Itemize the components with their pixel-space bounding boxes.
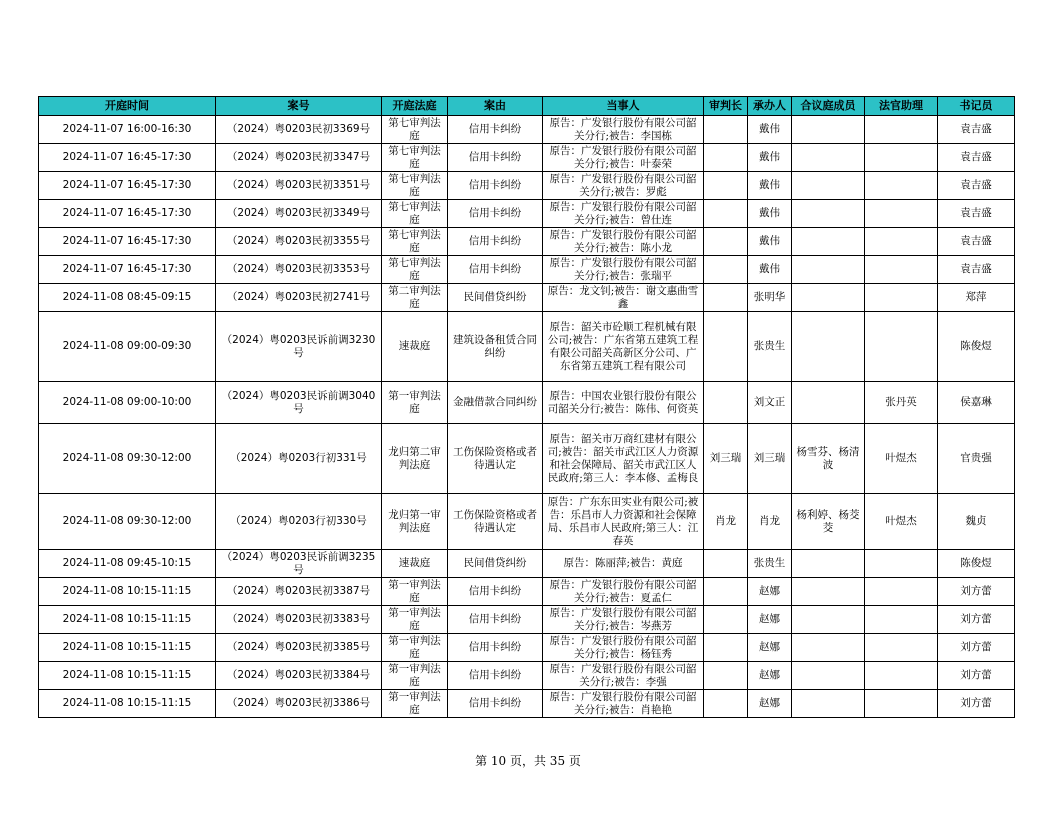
clerk-cell: 刘方蕾	[938, 606, 1015, 634]
presiding-judge-cell	[704, 578, 748, 606]
handler-cell: 赵娜	[748, 606, 792, 634]
presiding-judge-cell	[704, 256, 748, 284]
col-header-cause: 案由	[448, 97, 543, 116]
hearing-schedule-table	[38, 96, 1015, 718]
presiding-judge-cell	[704, 312, 748, 382]
handler-cell: 张贵生	[748, 312, 792, 382]
judge-assistant-cell	[865, 284, 938, 312]
parties-cell: 原告：广发银行股份有限公司韶关分行;被告：杨钰秀	[543, 634, 704, 662]
panel-members-cell	[792, 550, 865, 578]
cause-cell: 信用卡纠纷	[448, 116, 543, 144]
judge-assistant-cell	[865, 144, 938, 172]
presiding-judge-cell	[704, 284, 748, 312]
cause-cell: 信用卡纠纷	[448, 606, 543, 634]
col-header-case-number: 案号	[216, 97, 382, 116]
hearing-time-cell: 2024-11-07 16:00-16:30	[39, 116, 216, 144]
parties-cell: 原告：广发银行股份有限公司韶关分行;被告：肖艳艳	[543, 690, 704, 718]
presiding-judge-cell: 刘三瑞	[704, 424, 748, 494]
clerk-cell: 袁吉盛	[938, 172, 1015, 200]
case-number-cell: （2024）粤0203民初3355号	[216, 228, 382, 256]
clerk-cell: 魏贞	[938, 494, 1015, 550]
hearing-time-cell: 2024-11-08 09:00-09:30	[39, 312, 216, 382]
judge-assistant-cell	[865, 606, 938, 634]
col-header-presiding-judge: 审判长	[704, 97, 748, 116]
panel-members-cell	[792, 690, 865, 718]
judge-assistant-cell: 张丹英	[865, 382, 938, 424]
parties-cell: 原告：广发银行股份有限公司韶关分行;被告：夏孟仁	[543, 578, 704, 606]
hearing-time-cell: 2024-11-07 16:45-17:30	[39, 256, 216, 284]
cause-cell: 金融借款合同纠纷	[448, 382, 543, 424]
table-row	[39, 256, 1015, 284]
judge-assistant-cell	[865, 662, 938, 690]
table-row	[39, 144, 1015, 172]
parties-cell: 原告：广东东田实业有限公司;被告：乐昌市人力资源和社会保障局、乐昌市人民政府;第三人：江春英	[543, 494, 704, 550]
case-number-cell: （2024）粤0203民诉前调3230号	[216, 312, 382, 382]
panel-members-cell	[792, 256, 865, 284]
cause-cell: 信用卡纠纷	[448, 172, 543, 200]
case-number-cell: （2024）粤0203民初3384号	[216, 662, 382, 690]
handler-cell: 戴伟	[748, 228, 792, 256]
table-row	[39, 382, 1015, 424]
hearing-time-cell: 2024-11-08 10:15-11:15	[39, 606, 216, 634]
handler-cell: 戴伟	[748, 256, 792, 284]
handler-cell: 赵娜	[748, 662, 792, 690]
courtroom-cell: 龙归第一审判法庭	[382, 494, 448, 550]
cause-cell: 信用卡纠纷	[448, 662, 543, 690]
hearing-time-cell: 2024-11-08 10:15-11:15	[39, 690, 216, 718]
handler-cell: 戴伟	[748, 200, 792, 228]
col-header-parties: 当事人	[543, 97, 704, 116]
col-header-panel: 合议庭成员	[792, 97, 865, 116]
parties-cell: 原告：广发银行股份有限公司韶关分行;被告：曾仕连	[543, 200, 704, 228]
hearing-time-cell: 2024-11-08 10:15-11:15	[39, 634, 216, 662]
case-number-cell: （2024）粤0203民初3347号	[216, 144, 382, 172]
judge-assistant-cell	[865, 172, 938, 200]
col-header-courtroom: 开庭法庭	[382, 97, 448, 116]
parties-cell: 原告：广发银行股份有限公司韶关分行;被告：陈小龙	[543, 228, 704, 256]
courtroom-cell: 第七审判法庭	[382, 200, 448, 228]
table-row	[39, 550, 1015, 578]
clerk-cell: 郑萍	[938, 284, 1015, 312]
courtroom-cell: 第一审判法庭	[382, 578, 448, 606]
handler-cell: 刘三瑞	[748, 424, 792, 494]
handler-cell: 赵娜	[748, 634, 792, 662]
panel-members-cell	[792, 634, 865, 662]
hearing-time-cell: 2024-11-08 09:45-10:15	[39, 550, 216, 578]
panel-members-cell: 杨雪芬、杨清波	[792, 424, 865, 494]
parties-cell: 原告：龙文钊;被告：谢文惠曲雪鑫	[543, 284, 704, 312]
parties-cell: 原告：广发银行股份有限公司韶关分行;被告：张瑞平	[543, 256, 704, 284]
courtroom-cell: 第一审判法庭	[382, 606, 448, 634]
table-row	[39, 690, 1015, 718]
hearing-time-cell: 2024-11-08 09:00-10:00	[39, 382, 216, 424]
courtroom-cell: 第七审判法庭	[382, 172, 448, 200]
courtroom-cell: 速裁庭	[382, 550, 448, 578]
table-row	[39, 172, 1015, 200]
judge-assistant-cell: 叶煜杰	[865, 424, 938, 494]
judge-assistant-cell	[865, 634, 938, 662]
panel-members-cell	[792, 312, 865, 382]
cause-cell: 民间借贷纠纷	[448, 284, 543, 312]
case-number-cell: （2024）粤0203民诉前调3040号	[216, 382, 382, 424]
parties-cell: 原告：广发银行股份有限公司韶关分行;被告：李国栋	[543, 116, 704, 144]
parties-cell: 原告：中国农业银行股份有限公司韶关分行;被告：陈伟、何资英	[543, 382, 704, 424]
hearing-time-cell: 2024-11-07 16:45-17:30	[39, 200, 216, 228]
col-header-assistant: 法官助理	[865, 97, 938, 116]
case-number-cell: （2024）粤0203民初3383号	[216, 606, 382, 634]
header-row	[39, 97, 1015, 116]
panel-members-cell	[792, 382, 865, 424]
handler-cell: 肖龙	[748, 494, 792, 550]
cause-cell: 信用卡纠纷	[448, 200, 543, 228]
clerk-cell: 袁吉盛	[938, 144, 1015, 172]
hearing-time-cell: 2024-11-08 09:30-12:00	[39, 424, 216, 494]
handler-cell: 张贵生	[748, 550, 792, 578]
parties-cell: 原告：韶关市万商红建材有限公司;被告：韶关市武江区人力资源和社会保障局、韶关市武江区人民政府;第三人：李本修、孟梅良	[543, 424, 704, 494]
courtroom-cell: 速裁庭	[382, 312, 448, 382]
cause-cell: 建筑设备租赁合同纠纷	[448, 312, 543, 382]
presiding-judge-cell	[704, 550, 748, 578]
hearing-time-cell: 2024-11-08 08:45-09:15	[39, 284, 216, 312]
table-row	[39, 634, 1015, 662]
table-row	[39, 578, 1015, 606]
hearing-time-cell: 2024-11-07 16:45-17:30	[39, 144, 216, 172]
parties-cell: 原告：陈丽萍;被告：黄庭	[543, 550, 704, 578]
clerk-cell: 刘方蕾	[938, 690, 1015, 718]
table-row	[39, 228, 1015, 256]
clerk-cell: 袁吉盛	[938, 228, 1015, 256]
clerk-cell: 刘方蕾	[938, 634, 1015, 662]
handler-cell: 赵娜	[748, 578, 792, 606]
table-row	[39, 116, 1015, 144]
handler-cell: 张明华	[748, 284, 792, 312]
clerk-cell: 陈俊煜	[938, 312, 1015, 382]
case-number-cell: （2024）粤0203民初3386号	[216, 690, 382, 718]
panel-members-cell	[792, 200, 865, 228]
judge-assistant-cell: 叶煜杰	[865, 494, 938, 550]
courtroom-cell: 第一审判法庭	[382, 634, 448, 662]
hearing-time-cell: 2024-11-08 10:15-11:15	[39, 578, 216, 606]
col-header-handler: 承办人	[748, 97, 792, 116]
courtroom-cell: 龙归第二审判法庭	[382, 424, 448, 494]
judge-assistant-cell	[865, 200, 938, 228]
handler-cell: 戴伟	[748, 172, 792, 200]
case-number-cell: （2024）粤0203民诉前调3235号	[216, 550, 382, 578]
presiding-judge-cell: 肖龙	[704, 494, 748, 550]
table-row	[39, 284, 1015, 312]
cause-cell: 信用卡纠纷	[448, 228, 543, 256]
clerk-cell: 侯嘉琳	[938, 382, 1015, 424]
cause-cell: 信用卡纠纷	[448, 634, 543, 662]
parties-cell: 原告：广发银行股份有限公司韶关分行;被告：李强	[543, 662, 704, 690]
table-row	[39, 312, 1015, 382]
panel-members-cell	[792, 116, 865, 144]
hearing-time-cell: 2024-11-08 10:15-11:15	[39, 662, 216, 690]
hearing-time-cell: 2024-11-08 09:30-12:00	[39, 494, 216, 550]
courtroom-cell: 第一审判法庭	[382, 382, 448, 424]
judge-assistant-cell	[865, 116, 938, 144]
page-number: 第 10 页，共 35 页	[475, 754, 581, 768]
clerk-cell: 刘方蕾	[938, 578, 1015, 606]
table-row	[39, 662, 1015, 690]
case-number-cell: （2024）粤0203行初331号	[216, 424, 382, 494]
cause-cell: 工伤保险资格或者待遇认定	[448, 494, 543, 550]
hearing-time-cell: 2024-11-07 16:45-17:30	[39, 172, 216, 200]
handler-cell: 戴伟	[748, 144, 792, 172]
table-row	[39, 606, 1015, 634]
case-number-cell: （2024）粤0203民初3349号	[216, 200, 382, 228]
clerk-cell: 刘方蕾	[938, 662, 1015, 690]
handler-cell: 戴伟	[748, 116, 792, 144]
panel-members-cell	[792, 606, 865, 634]
parties-cell: 原告：广发银行股份有限公司韶关分行;被告：罗彪	[543, 172, 704, 200]
presiding-judge-cell	[704, 144, 748, 172]
clerk-cell: 陈俊煜	[938, 550, 1015, 578]
presiding-judge-cell	[704, 690, 748, 718]
case-number-cell: （2024）粤0203民初3385号	[216, 634, 382, 662]
courtroom-cell: 第一审判法庭	[382, 690, 448, 718]
parties-cell: 原告：韶关市砼顺工程机械有限公司;被告：广东省第五建筑工程有限公司韶关高新区分公司、广东省第五建筑工程有限公司	[543, 312, 704, 382]
courtroom-cell: 第七审判法庭	[382, 144, 448, 172]
case-number-cell: （2024）粤0203民初2741号	[216, 284, 382, 312]
courtroom-cell: 第七审判法庭	[382, 256, 448, 284]
clerk-cell: 袁吉盛	[938, 256, 1015, 284]
presiding-judge-cell	[704, 228, 748, 256]
panel-members-cell	[792, 662, 865, 690]
table-row	[39, 200, 1015, 228]
courtroom-cell: 第七审判法庭	[382, 116, 448, 144]
case-number-cell: （2024）粤0203民初3353号	[216, 256, 382, 284]
judge-assistant-cell	[865, 690, 938, 718]
hearing-time-cell: 2024-11-07 16:45-17:30	[39, 228, 216, 256]
presiding-judge-cell	[704, 172, 748, 200]
panel-members-cell	[792, 578, 865, 606]
panel-members-cell	[792, 172, 865, 200]
cause-cell: 工伤保险资格或者待遇认定	[448, 424, 543, 494]
table-row	[39, 424, 1015, 494]
parties-cell: 原告：广发银行股份有限公司韶关分行;被告：叶泰荣	[543, 144, 704, 172]
judge-assistant-cell	[865, 228, 938, 256]
presiding-judge-cell	[704, 606, 748, 634]
judge-assistant-cell	[865, 550, 938, 578]
clerk-cell: 袁吉盛	[938, 116, 1015, 144]
case-number-cell: （2024）粤0203民初3369号	[216, 116, 382, 144]
clerk-cell: 袁吉盛	[938, 200, 1015, 228]
cause-cell: 信用卡纠纷	[448, 256, 543, 284]
table-row	[39, 494, 1015, 550]
presiding-judge-cell	[704, 116, 748, 144]
cause-cell: 信用卡纠纷	[448, 578, 543, 606]
case-number-cell: （2024）粤0203民初3387号	[216, 578, 382, 606]
courtroom-cell: 第七审判法庭	[382, 228, 448, 256]
cause-cell: 民间借贷纠纷	[448, 550, 543, 578]
courtroom-cell: 第二审判法庭	[382, 284, 448, 312]
presiding-judge-cell	[704, 634, 748, 662]
parties-cell: 原告：广发银行股份有限公司韶关分行;被告：岑燕芳	[543, 606, 704, 634]
cause-cell: 信用卡纠纷	[448, 144, 543, 172]
panel-members-cell: 杨利婷、杨茭茭	[792, 494, 865, 550]
judge-assistant-cell	[865, 312, 938, 382]
handler-cell: 赵娜	[748, 690, 792, 718]
presiding-judge-cell	[704, 200, 748, 228]
col-header-clerk: 书记员	[938, 97, 1015, 116]
cause-cell: 信用卡纠纷	[448, 690, 543, 718]
presiding-judge-cell	[704, 662, 748, 690]
panel-members-cell	[792, 284, 865, 312]
clerk-cell: 官贵强	[938, 424, 1015, 494]
judge-assistant-cell	[865, 578, 938, 606]
presiding-judge-cell	[704, 382, 748, 424]
panel-members-cell	[792, 228, 865, 256]
case-number-cell: （2024）粤0203民初3351号	[216, 172, 382, 200]
panel-members-cell	[792, 144, 865, 172]
judge-assistant-cell	[865, 256, 938, 284]
case-number-cell: （2024）粤0203行初330号	[216, 494, 382, 550]
courtroom-cell: 第一审判法庭	[382, 662, 448, 690]
col-header-time: 开庭时间	[39, 97, 216, 116]
handler-cell: 刘文正	[748, 382, 792, 424]
